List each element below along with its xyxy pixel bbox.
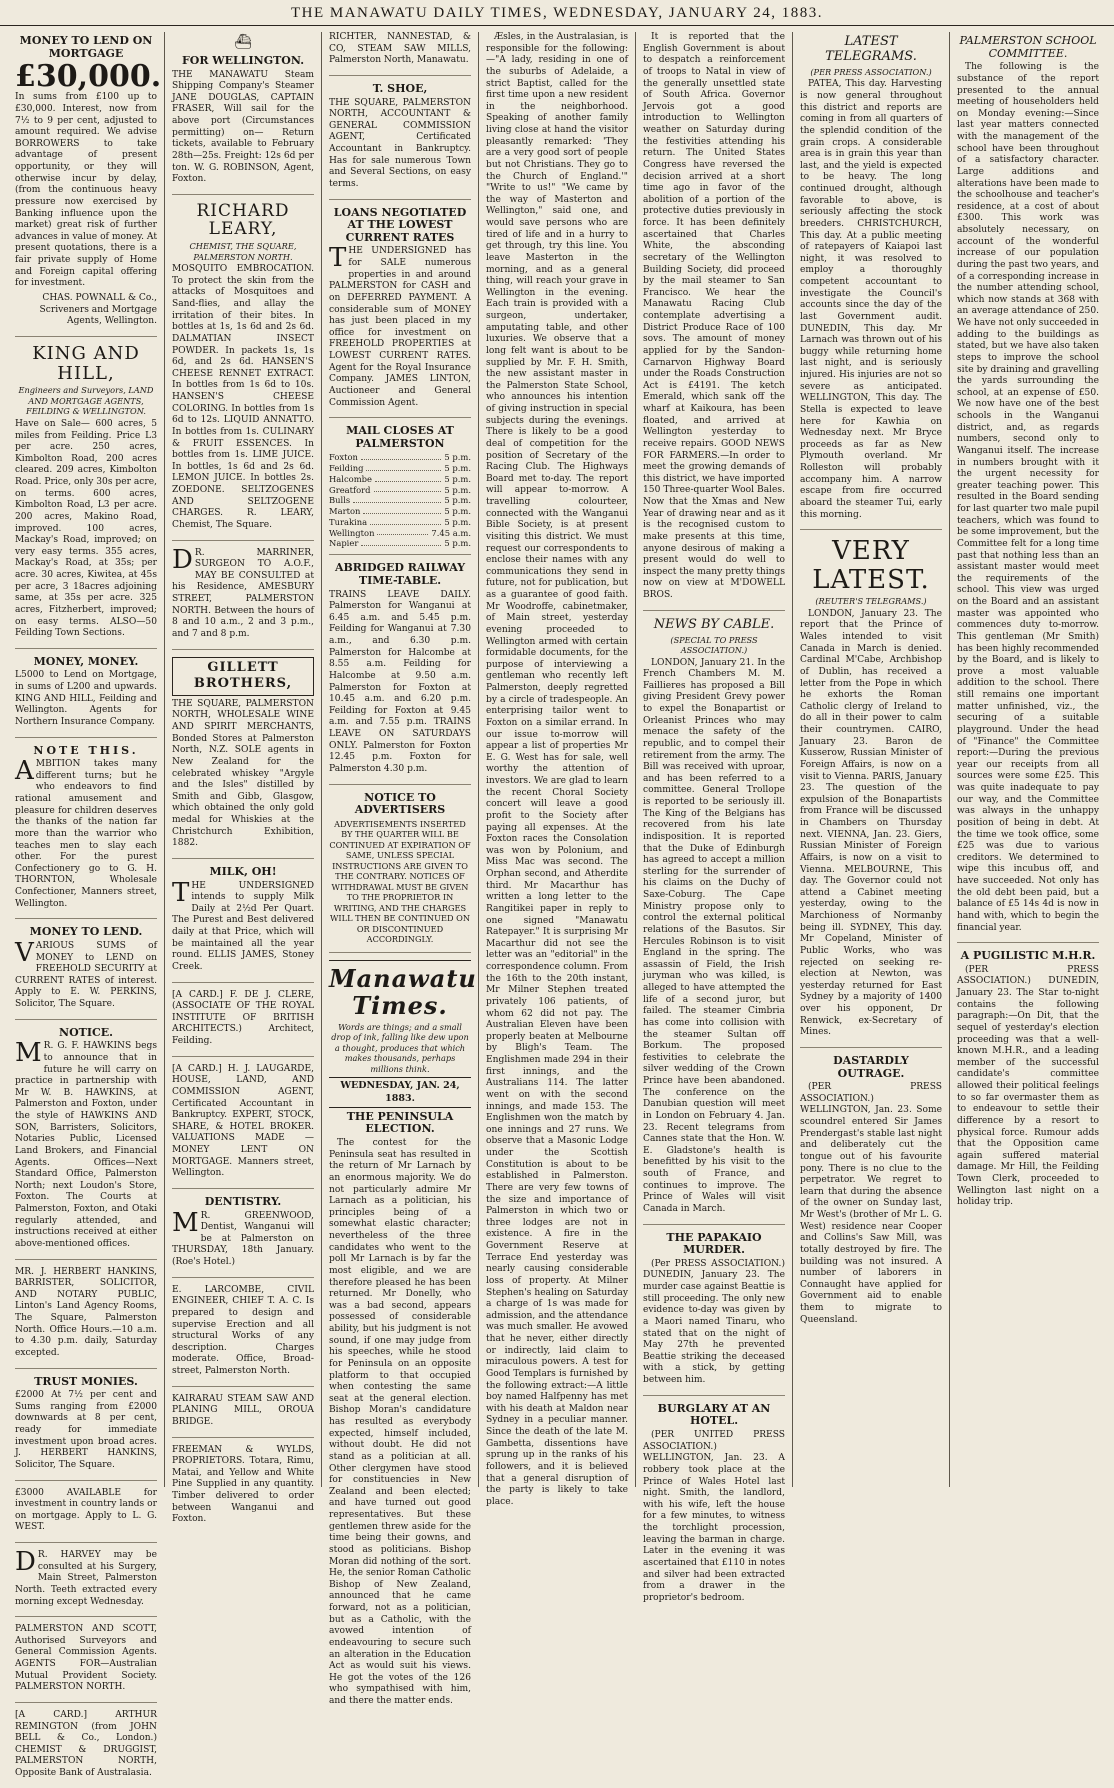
mail-place: Greatford [329, 484, 371, 495]
ad-notice [15, 1027, 157, 1260]
article-heading: DASTARDLY OUTRAGE. [833, 1053, 909, 1080]
article-heading: PALMERSTON SCHOOL COMMITTEE. [959, 34, 1097, 60]
mail-place: Turakina [329, 516, 368, 527]
ad-loans [329, 207, 471, 419]
columns [8, 32, 1106, 1779]
ad-gillett [172, 657, 314, 859]
ad-body: Have on Sale— 600 acres, 5 miles from Feilding. Price L3 per acre. 250 acres, Kimbolton Road, 200 acres cleared. 209 acres, Kimbolton Road. Price, only 30s per acre, on terms. 600 acres, Kimbolton Road, L3 per acre. 200 acres, Makino Road, improved. 100 acres, Mackay's Road, improved; on very easy terms. 355 acres, Mackay's Road, at 35s; per acre. 30 acres, Kiwitea, at 45s per acre, 3 18acres adjoining same, at 35s per acre. 325 acres, Fitzherbert, improved; on easy terms. ALSO—50 Feilding Town Sections. [15, 418, 157, 639]
table-row [329, 474, 471, 485]
notice-heading: NOTICE TO ADVERTISERS [354, 790, 446, 817]
ad-body: £3000 AVAILABLE for investment in country lands or on mortgage. Apply to L. G. WEST. [15, 1487, 157, 1533]
table-row [329, 528, 471, 539]
article-latest-telegrams [800, 35, 942, 530]
ad-heading: RICHARD LEARY, [196, 200, 290, 240]
ad-body: [A CARD.] F. DE J. CLERE, (ASSOCIATE OF THE ROYAL INSTITUTE OF BRITISH ARCHITECTS.) Architect, Feilding. [172, 989, 314, 1047]
column-1 [8, 32, 165, 1779]
ad-milk [172, 866, 314, 983]
notice-advertisers [329, 792, 471, 953]
mail-place: Wellington [329, 527, 375, 538]
ad-subheading: Engineers and Surveyors, LAND AND MORTGAGE AGENTS, FEILDING & WELLINGTON. [18, 385, 154, 417]
mail-heading: MAIL CLOSES AT PALMERSTON [346, 424, 454, 450]
ad-heading: NOTICE. [59, 1025, 113, 1039]
article-body: (PER PRESS ASSOCIATION.) DUNEDIN, January 23. The Star to-night contains the following paragraph:—On Dit, that the sequel of yesterday's election proceeding was that a well-known M.H.R., and a leading member of the successful candidate's committee allowed their political feelings to so far overmaster them as to endeavour to settle their difference by a resort to physical force. Rumour adds that the Opposition came again suffered material damage. Mr Hill, the Feilding Town Clerk, proceeded to Wellington last night on a holiday trip. [957, 964, 1099, 1208]
ad-body: DR. MARRINER, SURGEON TO A.O.F., MAY BE CONSULTED at his Residence, AMESBURY STREET, PALMERSTON NORTH. Between the hours of 8 and 10 a.m., 2 and 3 p.m., and 7 and 8 p.m. [172, 544, 314, 639]
ad-body: MR. G. F. HAWKINS begs to announce that in future he will carry on practice in partnership with Mr W. B. HAWKINS, at Palmerston and Foxton, under the style of HAWKINS AND SON, Barristers, Solicitors, Notaries Public, Licensed Land Brokers, and Financial Agents. Offices—Next Standard Office, Palmerston North; next Loudon's Store, Foxton. The Courts at Palmerston, Foxton, and Otaki regularly attended, and instructions received at either above-mentioned offices. [15, 1038, 157, 1249]
mail-time: 5 p.m. [444, 473, 471, 484]
ad-body: MOSQUITO EMBROCATION. To protect the skin from the attacks of Mosquitoes and Sand-flies, and allay the irritation of their bites. In bottles at 1s, 1s 6d and 2s 6d. DALMATIAN INSECT POWDER. In packets 1s, 1s 6d, and 2s 6d. HANSEN'S CHEESE RENNET EXTRACT. In bottles from 1s 6d to 10s. HANSEN'S CHEESE COLORING. In bottles from 1s 6d to 12s. LIQUID ANNATTO. In bottles from 1s. CULINARY & FRUIT ESSENCES. In bottles from 1s. LIME JUICE. In bottles, 1s 6d and 2s 6d. LEMON JUICE. In bottles 2s. ZOEDONE. SELTZOGENES AND SELTZOGENE CHARGES. R. LEARY, Chemist, The Square. [172, 264, 314, 530]
ad-body: THE SQUARE, PALMERSTON NORTH, ACCOUNTANT & GENERAL COMMISSION AGENT, Certificated Accountant in Bankruptcy. Has for sale numerous Town and Several Sections, on easy terms. [329, 97, 471, 189]
ad-body: THE UNDERSIGNED intends to supply Milk Daily at 2½d Per Quart. The Purest and Best delivered daily at that Price, which will be maintained all the year round. ELLIS JAMES, Stoney Creek. [172, 877, 314, 972]
ad-body: FREEMAN & WYLDS, PROPRIETORS. Totara, Rimu, Matai, and Yellow and White Pine Supplied in any quantity. Timber delivered to order between Wanganui and Foxton. [172, 1444, 314, 1525]
ad-body: [A CARD.] ARTHUR REMINGTON (from JOHN BELL & Co., London.) CHEMIST & DRUGGIST, PALMERSTON NORTH, Opposite Bank of Australasia. [15, 1709, 157, 1779]
ad-body: PALMERSTON AND SCOTT, Authorised Surveyors and General Commission Agents. AGENTS FOR—Australian Mutual Provident Society. PALMERSTON NORTH. [15, 1624, 157, 1693]
ad-body: DR. HARVEY may be consulted at his Surgery, Main Street, Palmerston North. Teeth extracted every morning except Wednesday. [15, 1547, 157, 1607]
article-body: LONDON, January 21. In the French Chambers M. M. Faillieres has proposed a Bill giving President Grevy power to expel the Bonapartist or Orleanist Princes who may menace the safety of the republic, and to compel their retirement from the army. The Bill was received with uproar, and has been referred to a committee. General Trollope is reported to be seriously ill. The King of the Belgians has recovered from his late indisposition. It is reported that the Duke of Edinburgh has agreed to accept a million sterling for the surrender of his claims on the Duchy of Saxe-Coburg. The Cape Ministry propose only to control the external political relations of the Basutos. Sir Hercules Robinson is to visit England in the spring. The assassin of Field, the Irish juryman who was killed, is alleged to have attempted the life of a second juror, but failed. The steamer Cimbria has come into collision with the steamer Sultan off Borkum. The proposed festivities to celebrate the silver wedding of the Crown Prince have been abandoned. The conference on the Danubian question will meet in London on February 4. Jan. 23. Recent telegrams from Cannes state that the Hon. W. E. Gladstone's health is benefitted by his visit to the south of France, and continues to improve. The Prince of Wales will visit Canada in March. [643, 657, 785, 1214]
ad-body: In sums from £100 up to £30,000. Interest, now from 7½ to 9 per cent, adjusted to amount required. We advise BORROWERS to take advantage of present opportunity, or they will otherwise incur by delay, (from the continuous heavy pressure now exercised by Banking influence upon the market) great risk of further advances in value of money. At present quotations, there is a fair private supply of Home and Foreign capital offering for investment. [15, 92, 157, 289]
article-body: The following is the substance of the report presented to the annual meeting of householders held on Monday evening:—Since last year matters connected with the management of the school have been throughout of a satisfactory character. Large additions and alterations have been made to the schoolhouse and teacher's residence, at a cost of about £300. This work was absolutely necessary, on account of the wonderful increase of our population during the past two years, and of a corresponding increase in the number attending school, which now stands at 368 with an average attendance of 250. We have not only succeeded in adding to the buildings as stated, but we have also taken steps to improve the school site by draining and gravelling the yards surrounding the school, at an expense of £50. We now have one of the best schools in the Wanganui district, and, as regards numbers, second only to Wanganui itself. The increase in numbers brought with it the urgent necessity for greater teaching power. This resulted in the Board sending for last quarter two male pupil teachers, which was found to be some improvement, but the Committee felt for a long time past that nothing less than an assistant master would meet the requirements of the school. This view was urged on the Board and an assistant master was appointed who commences duty to-morrow. This gentleman (Mr Smith) has been highly recommended by the Board, and is likely to prove a most valuable addition to the school. There still remains one important matter unfinished, viz., the securing of a suitable playground. Under the head of "Finance" the Committee report:—During the previous year our receipts from all sources were some £25. This was quite inadequate to pay our way, and the Committee was always in the unhappy position of being in debt. At the time we took office, some £25 was due to various creditors. We determined to wipe this incubus off, and have succeeded. Not only has the old debt been paid, but a balance of £5 14s 4d is now in hand with, which to begin the financial year. [957, 62, 1099, 933]
article-heading: NEWS BY CABLE. [653, 616, 775, 632]
ad-note-this [15, 745, 157, 920]
mail-time: 5 p.m. [444, 495, 471, 506]
article-body: It is reported that the English Government is about to despatch a reinforcement of troops to Natal in view of the generally unsettled state of South Africa. Governor Jervois got a good introduction to Wellington weather on Saturday during the festivities attending his return. The United States Congress have reversed the decision arrived at a short time ago in favor of the abolition of a portion of the protective duties previously in force. It has been definitely ascertained that Charles White, the absconding secretary of the Wellington Building Society, did proceed by the mail steamer to San Francisco. We hear the Manawatu Racing Club contemplate advertising a District Produce Race of 100 sovs. The amount of money applied for by the Sandon-Carnarvon Highway Board under the Roads Construction Act is £4191. The ketch Emerald, which sank off the wharf at Kaikoura, has been floated, and arrived at Wellington yesterday to receive repairs. GOOD NEWS FOR FARMERS.—In order to meet the growing demands of this district, we have imported 150 Three-quarter Wool Bales. Now that the Xmas and New Year of drawing near and as it is the recognised custom to make presents at this time, anyone desirous of making a present would do well to inspect the many pretty things now on view at M'DOWELL BROS. [643, 32, 785, 600]
mail-place: Foxton [329, 452, 358, 463]
table-row [329, 495, 471, 506]
article-papakaio-murder [643, 1232, 785, 1396]
paper-motto: Words are things; and a small drop of ink, falling like dew upon a thought, produces that which makes thousands, perhaps millions think. [331, 1021, 469, 1074]
article-body: (PER UNITED PRESS ASSOCIATION.) WELLINGTON, Jan. 23. A robbery took place at the Prince of Wales Hotel last night. Smith, the landlord, with his wife, left the house for a few minutes, to witness the torchlight procession, leaving the barman in charge. Later in the evening it was ascertained that £110 in notes and silver had been extracted from a drawer in the proprietor's bedroom. [643, 1430, 785, 1603]
article-body: (Per PRESS ASSOCIATION.) DUNEDIN, January 23. The murder case against Beattie is still proceeding. The only new evidence to-day was given by a Maori named Tinaru, who stated that on the night of May 27th he prevented Beattie striking the deceased with a stick, by getting between him. [643, 1258, 785, 1386]
mail-place: Halcombe [329, 473, 372, 484]
mail-place: Bulls [329, 495, 351, 506]
article-body: (PER PRESS ASSOCIATION.) WELLINGTON, Jan. 23. Some scoundrel entered Sir James Prendergast's stable last night and deliberately cut the tongue out of his favourite pony. There is no clue to the perpetrator. We regret to learn that during the absence of the owner on Sunday last, Mr West's (brother of Mr L. G. West) residence near Cooper and Collins's Saw Mill, was totally destroyed by fire. The building was not insured. A number of laborers in Connaught have applied for Government aid to enable them to migrate to Queensland. [800, 1082, 942, 1325]
ad-heading: T. SHOE, [372, 81, 428, 95]
article-heading: THE PAPAKAIO MURDER. [666, 1230, 762, 1257]
ad-richard-leary [172, 202, 314, 541]
ad-heading: FOR WELLINGTON. [181, 53, 305, 67]
article-very-latest [800, 537, 942, 1048]
mail-time: 5 p.m. [444, 538, 471, 549]
ad-richter [329, 32, 471, 76]
ad-body: VARIOUS SUMS of MONEY to LEND on FREEHOLD SECURITY at CURRENT RATES of interest. Apply to E. W. PERKINS, Solicitor, The Square. [15, 937, 157, 1010]
railway-heading: ABRIDGED RAILWAY TIME-TABLE. [334, 561, 466, 587]
ad-freeman-wylds [172, 1445, 314, 1534]
mail-table [329, 425, 471, 555]
ad-heading: TRUST MONIES. [34, 1374, 138, 1388]
column-2 [165, 32, 322, 1525]
ad-laugarde [172, 1064, 314, 1189]
railway-body: TRAINS LEAVE DAILY. Palmerston for Wanganui at 6.45 a.m. and 5.45 p.m. Feilding for Wanganui at 7.30 a.m., and 6.30 p.m. Palmerston for Halcombe at 8.55 a.m. Feilding for Halcombe at 9.50 a.m. Palmerston for Foxton at 10.45 a.m. and 6.20 p.m. Feilding for Foxton at 9.45 a.m. and 7.55 p.m. TRAINS LEAVE ON SATURDAYS ONLY. Palmerston for Foxton 12.45 p.m. Foxton for Palmerston 4.30 p.m. [329, 589, 471, 774]
article-subheading: (REUTER'S TELEGRAMS.) [815, 596, 927, 607]
mail-time: 5 p.m. [444, 516, 471, 527]
ad-body: THE MANAWATU Steam Shipping Company's Steamer JANE DOUGLAS, CAPTAIN FRASER, Will sail for the above port (Circumstances permitting) on— Return tickets, available to February 28th—25s. Freight: 12s 6d per ton. W. G. ROBINSON, Agent, Foxton. [172, 69, 314, 185]
ad-trust-monies [15, 1376, 157, 1481]
ad-heading: MILK, OH! [209, 864, 277, 878]
running-head [0, 0, 1114, 26]
article-burglary [643, 1403, 785, 1613]
ad-heading: MONEY TO LEND ON MORTGAGE [19, 34, 153, 60]
ad-palmerston-scott [15, 1624, 157, 1703]
article-school-committee [957, 35, 1099, 943]
ad-money-money [15, 656, 157, 738]
mail-place: Marton [329, 506, 361, 517]
ad-clere [172, 990, 314, 1057]
ad-body: MR. GREENWOOD, Dentist, Wanganui will be at Palmerston on THURSDAY, 18th January. (Roe's Hotel.) [172, 1207, 314, 1268]
mail-place: Feilding [329, 463, 364, 474]
ad-money-to-lend [15, 926, 157, 1019]
ad-body: AMBITION takes many different turns; but he who endeavors to find rational amusement and pleasure for children deserves the thanks of the nation far more than the warrior who teaches men to slay each other. For the purest Confectionery go to G. H. THORNTON, Wholesale Confectioner, Manners street, Wellington. [15, 756, 157, 909]
article-heading: THE PENINSULA ELECTION. [346, 1109, 454, 1136]
article-peninsula-election [329, 1111, 471, 1708]
ad-king-hill [15, 344, 157, 649]
ad-sign: CHAS. POWNALL & Co., Scriveners and Mortgage Agents, Wellington. [39, 292, 157, 327]
mail-place: Napier [329, 538, 359, 549]
table-row [329, 538, 471, 549]
railway-timetable [329, 562, 471, 784]
ad-heading: MONEY, MONEY. [33, 654, 139, 668]
ad-steamer [172, 34, 314, 195]
table-row [329, 452, 471, 463]
ad-money-mortgage [15, 34, 162, 337]
ad-shoe [329, 83, 471, 200]
ad-heading: MONEY TO LEND. [29, 925, 143, 939]
column-6 [793, 32, 950, 1487]
ad-available [15, 1488, 157, 1544]
ad-amount: £30,000. [15, 59, 162, 95]
ad-body: THE SQUARE, PALMERSTON NORTH, WHOLESALE WINE AND SPIRIT MERCHANTS, Bonded Stores at Palmerston North, N.Z. SOLE agents in New Zealand for the celebrated whiskey "Argyle and the Isles" distilled by Smith and Gibb, Glasgow, which obtained the only gold medal for Whiskies at the Christchurch Exhibition, 1882. [172, 698, 314, 849]
article-heading: BURGLARY AT AN HOTEL. [657, 1401, 771, 1428]
ad-body: [A CARD.] H. J. LAUGARDE, HOUSE, LAND, AND COMMISSION AGENT, Certificated Accountant in Bankruptcy. EXPERT, STOCK, SHARE, & HOTEL BROKER. VALUATIONS MADE — MONEY LENT ON MORTGAGE. Manners street, Wellington. [172, 1063, 314, 1179]
article-body: LONDON, January 23. The report that the Prince of Wales intended to visit Canada in March is denied. Cardinal M'Cabe, Archbishop of Dublin, has received a letter from the Pope in which he exhorts the Roman Catholic clergy of Ireland to do all in their power to calm their countrymen. CAIRO, January 23. Baron de Kusserow, Russian Minister of Foreign Affairs, is now on a visit to Vienna. PARIS, January 23. The question of the expulsion of the Bonapartists from France will be discussed in Chambers on Thursday next. VIENNA, Jan. 23. Giers, Russian Minister of Foreign Affairs, is now on a visit to Vienna. MELBOURNE, This day. The Governor could not attend a Cabinet meeting yesterday, owing to the Marchioness of Normanby being ill. SYDNEY, This day. Mr Copeland, Minister of Public Works, who was rejected on seeking re-election at Newton, was yesterday returned for East Sydney by a majority of 1400 over his opponent, Dr Renwick, ex-Secretary of Mines. [800, 608, 942, 1038]
mail-time: 5 p.m. [444, 484, 471, 495]
article-heading: A PUGILISTIC M.H.R. [960, 949, 1096, 963]
paper-date: WEDNESDAY, JAN. 24, 1883. [329, 1077, 471, 1107]
ad-body: THE UNDERSIGNED has for SALE numerous properties in and around PALMERSTON for CASH and on DEFERRED PAYMENT. A considerable sum of MONEY has just been placed in my office for investment on FREEHOLD PROPERTIES at LOWEST CURRENT RATES. Agent for the Royal Insurance Company. JAMES LINTON, Auctioneer and General Commission Agent. [329, 243, 471, 408]
masthead-title: THE MANAWATU DAILY TIMES, WEDNESDAY, JANUARY 24, 1883. [290, 5, 824, 21]
article-news-by-cable [643, 618, 785, 1225]
ad-body: MR. J. HERBERT HANKINS, BARRISTER, SOLICITOR, AND NOTARY PUBLIC, Linton's Land Agency Rooms, The Square, Palmerston North. Office Hours.—10 a.m. to 4.30 p.m. daily, Saturday excepted. [15, 1266, 157, 1358]
table-row [329, 517, 471, 528]
paper-title: Manawatu Times. [329, 963, 477, 1021]
column-7 [950, 32, 1106, 1487]
table-row [329, 485, 471, 496]
local-news [486, 32, 628, 1508]
column-3 [322, 32, 479, 1707]
article-subheading: (SPECIAL TO PRESS ASSOCIATION.) [670, 634, 758, 656]
mail-time: 5 p.m. [444, 506, 471, 517]
article-heading: VERY LATEST. [812, 536, 930, 595]
article-subheading: (PER PRESS ASSOCIATION.) [810, 66, 932, 77]
notice-body: ADVERTISEMENTS INSERTED BY THE QUARTER WILL BE CONTINUED AT EXPIRATION OF SAME, UNLESS SPECIAL INSTRUCTIONS ARE GIVEN TO THE CONTRARY. NOTICES OF WITHDRAWAL MUST BE GIVEN TO THE PROPRIETOR IN WRITING, AND THE CHARGES WILL THEN BE CONTINUED ON OR DISCONTINUED ACCORDINGLY. [329, 818, 471, 945]
ad-larcombe [172, 1285, 314, 1387]
ad-harvey [15, 1547, 157, 1617]
ad-body: KAIRARAU STEAM SAW AND PLANING MILL, OROUA BRIDGE. [172, 1393, 314, 1427]
ad-subheading: CHEMIST, THE SQUARE, PALMERSTON NORTH. [189, 241, 297, 262]
ad-heading: KING AND HILL, [32, 342, 140, 384]
table-row [329, 506, 471, 517]
ad-body: E. LARCOMBE, CIVIL ENGINEER, CHIEF T. A. C. Is prepared to design and supervise Erection and all structural Works of any description. Charges moderate. Office, Broad-street, Palmerston North. [172, 1284, 314, 1377]
ad-body: L5000 to Lend on Mortgage, in sums of L200 and upwards. KING AND HILL, Feilding and Wellington. Agents for Northern Insurance Company. [15, 670, 157, 727]
article-body: The contest for the Peninsula seat has resulted in the return of Mr Larnach by an enormous majority. We do not particularly admire Mr Larnach as a politician, his principles being of a somewhat elastic character; nevertheless of the three candidates who went to the poll Mr Larnach is by far the most eligible, and we are therefore pleased he has been returned. Mr Donelly, who was a bad second, appears possessed of considerable ability, but his judgment is not sound, if one may judge from his speeches, while he stood for Peninsula on an opposite platform to that occupied when contesting the same seat at the general election. Bishop Moran's candidature has resulted as everybody expected, himself included, without doubt. He did not stand as a politician at all. Other clergymen have stood for constituencies in New Zealand and been elected; and have turned out good representatives. But these gentlemen threw aside for the time being their gowns, and stood as politicians. Bishop Moran did nothing of the sort. He, the senior Roman Catholic Bishop of New Zealand, announced that he came forward, not as a politician, but as a Catholic, with the avowed intention of endeavouring to secure such an alteration in the Education Act as would suit his views. He got the votes of the 126 who sympathised with him, and there the matter ends. [329, 1138, 471, 1707]
local-news-continued [643, 32, 785, 611]
ad-remington [15, 1710, 157, 1788]
ad-heading: NOTE THIS. [33, 743, 139, 757]
ad-sawmill [172, 1394, 314, 1438]
article-pugilistic-mhr [957, 950, 1099, 1217]
column-4 [479, 32, 636, 1507]
ad-marriner [172, 544, 314, 650]
steamship-icon: ⛴ [234, 34, 252, 50]
table-row [329, 463, 471, 474]
article-body: PATEA, This day. Harvesting is now general throughout this district and reports are coming in from all quarters of the splendid condition of the grain crops. A considerable area is in grain this year than last, and the yield is expected to be heavy. The long continued drought, although favorable to above, is seriously affecting the stock breeders. CHRISTCHURCH, This day. At a public meeting of ratepayers of Kaiapoi last night, it was resolved to employ a thoroughly competent accountant to investigate the Council's accounts since the day of the last Government audit. DUNEDIN, This day. Mr Larnach was thrown out of his buggy while returning home last night, and is seriously injured. His injuries are not so severe as anticipated. WELLINGTON, This day. The Stella is expected to leave here for Kawhia on Wednesday next. Mr Bryce proceeds as far as New Plymouth overland. Mr Rolleston will probably accompany him. A narrow escape from fire occurred aboard the steamer Tui, early this morning. [800, 79, 942, 520]
article-heading: LATEST TELEGRAMS. [825, 34, 917, 64]
ad-body: £2000 At 7½ per cent and Sums ranging from £2000 downwards at 8 per cent, ready for immediate investment upon broad acres. J. HERBERT HANKINS, Solicitor, The Square. [15, 1390, 157, 1470]
ad-body: RICHTER, NANNESTAD, & CO, STEAM SAW MILLS, Palmerston North, Manawatu. [329, 32, 471, 66]
ad-dentistry [172, 1196, 314, 1278]
divider [329, 960, 471, 961]
ad-heading: DENTISTRY. [204, 1194, 282, 1208]
article-body: Æsles, in the Australasian, is responsible for the following:—"A lady, residing in one of the suburbs of Adelaide, a strict Baptist, called for the first time upon a new resident in the neighborhood. Speaking of another family living close at hand the visitor pleasantly remarked: 'They are a very good sort of people but not Christians. They go to the Church of England.'" "Write to us!" "We came by the way of Masterton and Wellington," said one, and would save persons who are tired of life and in a hurry to get through, try this line. You leave Masterton in the morning, and as a general thing, will reach your grave in Wellington in the evening. Each train is provided with a surgeon, undertaker, amputating table, and other luxuries. We observe that a long felt want is about to be supplied by Mr. F. H. Smith, the new assistant master in the Palmerston State School, who announces his intention of giving instruction in special subjects during the evenings. There is likely to be a good deal of competition for the position of Secretary of the Racing Club. The Highways Board met to-day. The report will appear to-morrow. A travelling colourteer, connected with the Wanganui Bible Society, is at present visiting this district. We must request our correspondents to enclose their names with any communications they send in future, not for publication, but as a guarantee of good faith. Mr Woodroffe, cabinetmaker, of Main street, yesterday evening proceeded to Wellington armed with certain formidable documents, for the purpose of interviewing a gentleman who recently left Palmerston, deeply regretted by a circle of tradespeople. An enterprising tailor went to Foxton on a similar errand. In our issue to-morrow will appear a list of properties Mr E. G. West has for sale, well worthy the attention of investors. We are glad to learn the recent Choral Society concert will leave a good profit to the Society after paying all expenses. At the Foxton races the Consolation was won by Polonium, and Miss Mac was second. The Orphan second, and Atherdite third. Mr Macarthur has written a long letter to the Rangitikei paper in reply to one signed "Manawatu Ratepayer." It is surprising Mr Macarthur did not see the letter was an "editorial" in the correspondence column. From the 16th to the 20th instant, Mr Milner Stephen treated privately 106 patients, of whom 62 did not pay. The Australian Eleven have been properly beaten at Melbourne by Bligh's Team. The Englishmen made 294 in their first innings, and the Australians 114. The latter went on with the second innings, and made 153. The Englishmen won the match by one innings and 27 runs. We observe that a Masonic Lodge under the Scottish Constitution is about to be established in Palmerston. There are very few towns of the size and importance of Palmerston in which two or three lodges are not in existence. A fire in the Government Reserve at Terrace End yesterday was nearly causing considerable loss of property. At Milner Stephen's healing on Saturday a charge of 1s was made for admission, and the attendance was much smaller. He avowed that he never, either directly or indirectly, laid claim to miraculous powers. A test for Good Templars is furnished by the following extract:—A little boy named Halfpenny has met with his death at Maldon near Sydney in a peculiar manner. Since the death of the late M. Gambetta, dissentions have sprung up in the ranks of his followers, and it is believed that a general disruption of the party is likely to take place. [486, 32, 628, 1507]
ad-herbert-hankins [15, 1267, 157, 1369]
ad-heading: LOANS NEGOTIATED AT THE LOWEST CURRENT RATES [333, 205, 467, 244]
mail-time: 7.45 a.m. [431, 527, 471, 538]
mail-time: 5 p.m. [444, 463, 471, 474]
column-5 [636, 32, 793, 1603]
mail-time: 5 p.m. [444, 452, 471, 463]
article-dastardly-outrage [800, 1055, 942, 1334]
mail-rows [329, 452, 471, 549]
ad-heading: GILLETT BROTHERS, [172, 657, 314, 696]
